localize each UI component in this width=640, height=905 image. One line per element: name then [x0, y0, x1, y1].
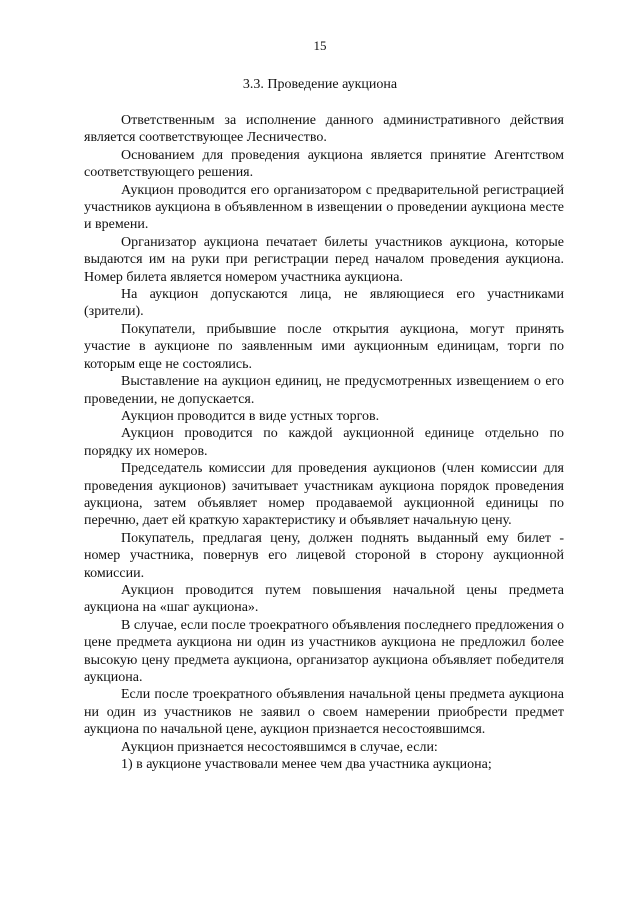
paragraph-organizer-registration: Аукцион проводится его организатором с предварительной регистрацией участников аукциона в объявленном в извещении о проведении аукциона месте и времени.	[84, 182, 564, 233]
paragraph-condition-1: 1) в аукционе участвовали менее чем два участника аукциона;	[121, 757, 492, 773]
paragraph-spectators: На аукцион допускаются лица, не являющиеся его участниками (зрители).	[84, 287, 564, 320]
paragraph-tickets: Организатор аукциона печатает билеты участников аукциона, которые выдаются им на руки при регистрации перед началом проведения аукциона. Номер билета является номером участника аукциона.	[84, 234, 564, 285]
paragraph-order: Аукцион проводится по каждой аукционной единице отдельно по порядку их номеров.	[84, 426, 564, 459]
paragraph-failed-start-price: Если после троекратного объявления начальной цены предмета аукциона ни один из участников не заявил о своем намерении приобрести предмет аукциона по начальной цене, аукцион признается несостоявшимся.	[84, 687, 564, 738]
section-heading: 3.3. Проведение аукциона	[242, 77, 398, 92]
paragraph-late-buyers: Покупатели, прибывшие после открытия аукциона, могут принять участие в аукционе по заявленным ими аукционным единицам, торги по которым еще не состоялись.	[84, 321, 564, 372]
page-number: 15	[313, 38, 327, 53]
paragraph-winner: В случае, если после троекратного объявления последнего предложения о цене предмета аукциона ни один из участников аукциона не предложил более высокую цену предмета аукциона, организатор аукциона объявляет победителя аукциона.	[84, 617, 564, 685]
paragraph-chairman: Председатель комиссии для проведения аукционов (член комиссии для проведения аукционов) зачитывает участникам аукциона порядок проведения аукциона, затем объявляет номер продаваемой аукционной единицы по перечню, дает ей краткую характеристику и объявляет начальную цену.	[84, 461, 564, 529]
paragraph-unlisted-units: Выставление на аукцион единиц, не предусмотренных извещением о его проведении, не допускается.	[84, 374, 564, 407]
paragraph-raise-ticket: Покупатель, предлагая цену, должен поднять выданный ему билет - номер участника, повернув его лицевой стороной в сторону аукционной комиссии.	[84, 530, 564, 581]
paragraph-responsible: Ответственным за исполнение данного административного действия является соответствующее Лесничество.	[84, 113, 564, 146]
paragraph-failed-conditions: Аукцион признается несостоявшимся в случае, если:	[121, 739, 438, 755]
paragraph-step: Аукцион проводится путем повышения начальной цены предмета аукциона на «шаг аукциона».	[84, 582, 564, 616]
paragraph-oral-bidding: Аукцион проводится в виде устных торгов.	[121, 408, 380, 424]
document-body	[84, 112, 564, 773]
paragraph-basis: Основанием для проведения аукциона является принятие Агентством соответствующего решения.	[84, 147, 564, 181]
